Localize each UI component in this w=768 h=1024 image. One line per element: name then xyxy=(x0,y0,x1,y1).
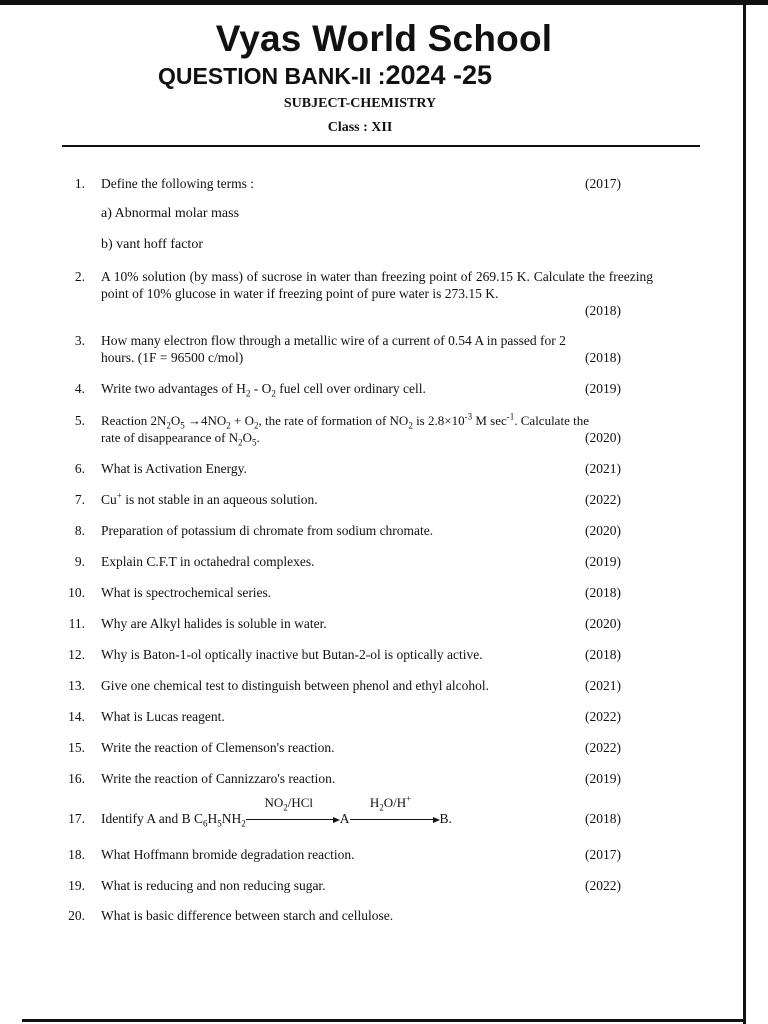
question-year: (2022) xyxy=(585,709,621,724)
question-number: 8. xyxy=(74,523,85,538)
question-year: (2018) xyxy=(585,350,621,365)
question-year: (2018) xyxy=(585,585,621,600)
question-number: 1. xyxy=(74,176,85,191)
question-text-line-1: Reaction $2N_2O_5 \to 4NO_2 + O_2$, the rate of formation of $NO_2$ is $2.8\times 10^{-3}$ M $\sec^{-1}$. Calculate the xyxy=(101,411,589,431)
question-number: 6. xyxy=(74,461,85,476)
q1-part-a: a) Abnormal molar mass xyxy=(101,206,240,221)
question-text: Why are Alkyl halides is soluble in water. xyxy=(101,616,327,631)
question-year: (2018) xyxy=(585,303,621,318)
question-text: Write the reaction of Cannizzaro's reaction. xyxy=(101,771,336,786)
question-number: 13. xyxy=(68,678,85,693)
question-number: 14. xyxy=(68,709,85,724)
question-year: (2017) xyxy=(585,176,621,191)
question-number: 3. xyxy=(74,333,85,348)
question-text-line-2: hours. (1F = 96500 c/mol) xyxy=(101,350,244,365)
question-year: (2020) xyxy=(585,523,621,538)
question-number: 11. xyxy=(68,616,85,631)
question-year: (2022) xyxy=(585,740,621,755)
reaction-arrow: → xyxy=(187,413,201,428)
question-number: 5. xyxy=(74,413,85,428)
right-border xyxy=(743,0,746,1024)
question-number: 10. xyxy=(68,585,85,600)
reagent-1: $NO_2$/HCl xyxy=(264,795,314,813)
subject-line: SUBJECT-CHEMISTRY xyxy=(283,96,437,111)
bottom-border xyxy=(22,1019,746,1022)
question-text: What is Lucas reagent. xyxy=(101,709,225,724)
header-rule xyxy=(62,145,700,147)
question-year: (2021) xyxy=(585,678,621,693)
question-year: (2019) xyxy=(585,381,621,396)
question-year: (2017) xyxy=(585,847,621,862)
question-year: (2019) xyxy=(585,771,621,786)
question-year: (2018) xyxy=(585,811,621,826)
question-text: What is Activation Energy. xyxy=(101,461,247,476)
question-number: 20. xyxy=(68,908,85,923)
question-number: 4. xyxy=(74,381,85,396)
question-text: Write the reaction of Clemenson's reaction. xyxy=(101,740,335,755)
question-bank-title xyxy=(158,60,492,91)
question-text: Give one chemical test to distinguish between phenol and ethyl alcohol. xyxy=(101,678,490,693)
question-text-line-2: rate of disappearance of $N_2O_5$. xyxy=(101,430,260,448)
school-name: Vyas World School xyxy=(215,18,553,59)
question-year: (2019) xyxy=(585,554,621,569)
question-number: 19. xyxy=(68,878,85,893)
academic-year: 2024 -25 xyxy=(385,60,493,90)
question-number: 12. xyxy=(68,647,85,662)
question-year: (2022) xyxy=(585,492,621,507)
question-number: 7. xyxy=(74,492,85,507)
reagent-2: $H_2O/H^+$ xyxy=(369,793,412,813)
question-text: What Hoffmann bromide degradation reaction. xyxy=(101,847,355,862)
q1-part-b: b) vant hoff factor xyxy=(101,237,203,252)
question-text: Identify A and B $C_6H_5NH_2$ $NO_2$/HCl A $H_2O/H^+$ B. xyxy=(101,793,452,829)
question-number: 18. xyxy=(68,847,85,862)
question-text: Cu+ is not stable in an aqueous solution. xyxy=(101,490,318,507)
question-text: Write two advantages of $H_2 - O_2$ fuel cell over ordinary cell. xyxy=(101,381,426,399)
question-bank-label: QUESTION BANK-II : xyxy=(158,63,386,89)
question-text: A 10% solution (by mass) of sucrose in water than freezing point of 269.15 K. Calculate the freezing point of 10% glucose in water if freezing point of pure water is 273.15 K. xyxy=(101,269,653,301)
question-text: Define the following terms : xyxy=(101,176,254,191)
question-year: (2018) xyxy=(585,647,621,662)
question-number: 9. xyxy=(74,554,85,569)
question-text: What is spectrochemical series. xyxy=(101,585,272,600)
question-number: 17. xyxy=(68,811,85,826)
reaction-arrow-1 xyxy=(246,795,340,827)
question-text: Preparation of potassium di chromate from sodium chromate. xyxy=(101,523,434,538)
class-line: Class : XII xyxy=(327,120,393,135)
question-number: 15. xyxy=(68,740,85,755)
question-text: Explain C.F.T in octahedral complexes. xyxy=(101,554,315,569)
question-number: 2. xyxy=(74,269,85,284)
question-year: (2022) xyxy=(585,878,621,893)
question-year: (2020) xyxy=(585,616,621,631)
question-year: (2020) xyxy=(585,430,621,445)
question-text-line-1: How many electron flow through a metallic wire of a current of 0.54 A in passed for 2 xyxy=(101,333,566,348)
question-number: 16. xyxy=(68,771,85,786)
question-text: What is reducing and non reducing sugar. xyxy=(101,878,326,893)
question-year: (2021) xyxy=(585,461,621,476)
reaction-arrow-2 xyxy=(350,793,440,827)
question-text: Why is Baton-1-ol optically inactive but Butan-2-ol is optically active. xyxy=(101,647,483,662)
question-text: What is basic difference between starch and cellulose. xyxy=(101,908,394,923)
top-border xyxy=(0,0,768,5)
